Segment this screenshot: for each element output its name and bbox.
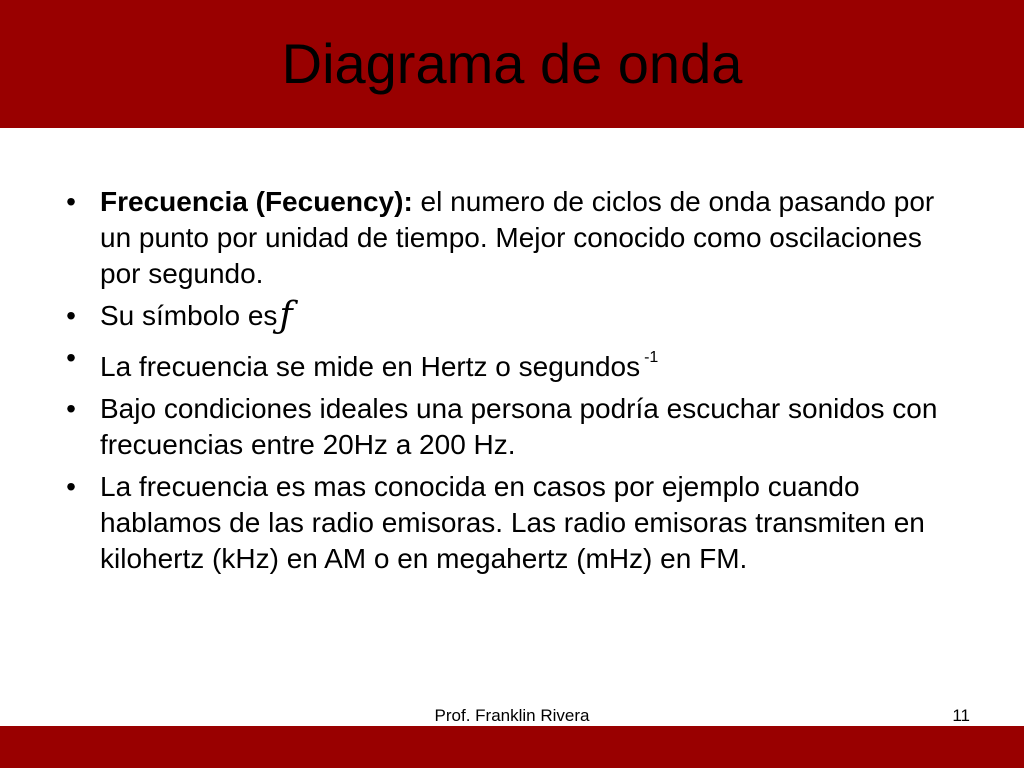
- slide-title: Diagrama de onda: [281, 32, 743, 95]
- bullet-text: Su símbolo es: [100, 300, 278, 331]
- bullet-symbol: [56, 295, 956, 336]
- footer-band: [0, 726, 1024, 768]
- bullet-icon: •: [66, 300, 76, 331]
- bullet-text: La frecuencia es mas conocida en casos por ejemplo cuando hablamos de las radio emisoras. Las radio emisoras transmiten en kilohertz (kHz) en AM o en megahertz (mHz) en FM.: [100, 471, 925, 574]
- bullet-radio-example: [56, 469, 956, 577]
- bullet-frequency-definition: [56, 184, 956, 292]
- bullet-list: [56, 184, 956, 583]
- frequency-symbol: ƒ: [279, 295, 293, 336]
- bullet-term: Frecuencia (Fecuency):: [100, 186, 413, 217]
- superscript-exponent: -1: [644, 349, 659, 366]
- bullet-icon: •: [66, 393, 76, 424]
- bullet-units: [56, 340, 956, 385]
- bullet-text: el numero de ciclos de onda pasando por un punto por unidad de tiempo. Mejor conocido como oscilaciones por segundo.: [100, 186, 935, 289]
- footer-author: Prof. Franklin Rivera: [434, 706, 590, 725]
- bullet-icon: •: [66, 186, 76, 217]
- bullet-text: La frecuencia se mide en Hertz o segundos: [100, 351, 641, 382]
- bullet-text: Bajo condiciones ideales una persona podría escuchar sonidos con frecuencias entre 20Hz a 200 Hz.: [100, 393, 938, 460]
- bullet-icon: •: [66, 471, 76, 502]
- bullet-icon: •: [66, 342, 76, 373]
- page-number: 11: [952, 706, 970, 725]
- bullet-hearing-range: [56, 391, 956, 463]
